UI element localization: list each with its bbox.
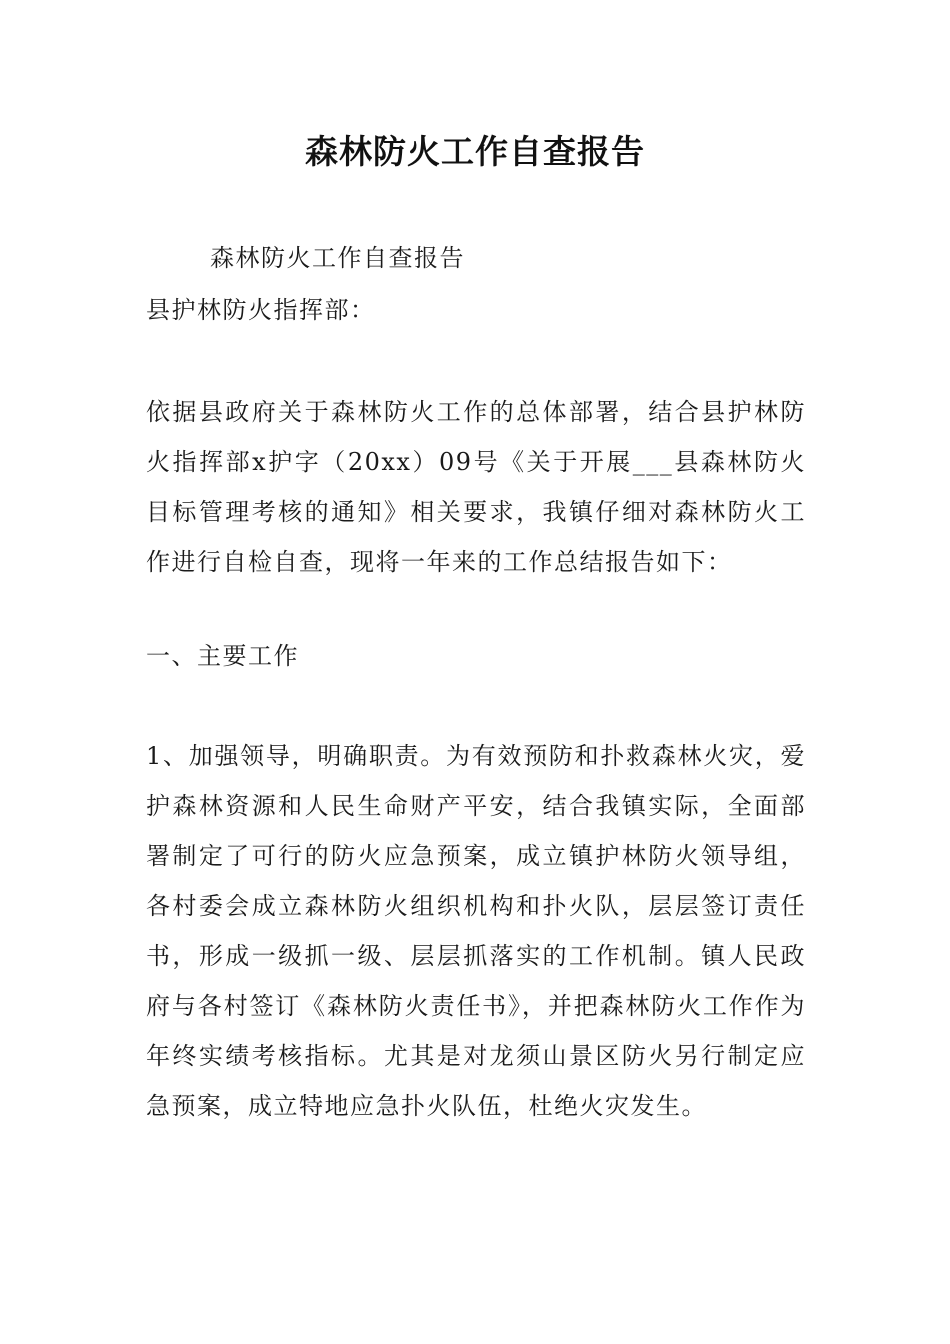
intro-paragraph: 依据县政府关于森林防火工作的总体部署，结合县护林防火指挥部x护字（20xx）09号《关于开展___县森林防火目标管理考核的通知》相关要求，我镇仔细对森林防火工作进行自检自查，现将一年来的工作总结报告如下： — [146, 398, 806, 576]
section-heading-main-work: 一、主要工作 — [146, 642, 299, 670]
document-subtitle: 森林防火工作自查报告 — [210, 244, 465, 272]
work-item-1-paragraph: 1、加强领导，明确职责。为有效预防和扑救森林火灾，爱护森林资源和人民生命财产平安，结合我镇实际，全面部署制定了可行的防火应急预案，成立镇护林防火领导组，各村委会成立森林防火组织机构和扑火队，层层签订责任书，形成一级抓一级、层层抓落实的工作机制。镇人民政府与各村签订《森林防火责任书》，并把森林防火工作作为年终实绩考核指标。尤其是对龙须山景区防火另行制定应急预案，成立特地应急扑火队伍，杜绝火灾发生。 — [146, 742, 806, 1120]
document-title: 森林防火工作自查报告 — [305, 132, 645, 171]
addressee-line: 县护林防火指挥部： — [146, 296, 376, 324]
